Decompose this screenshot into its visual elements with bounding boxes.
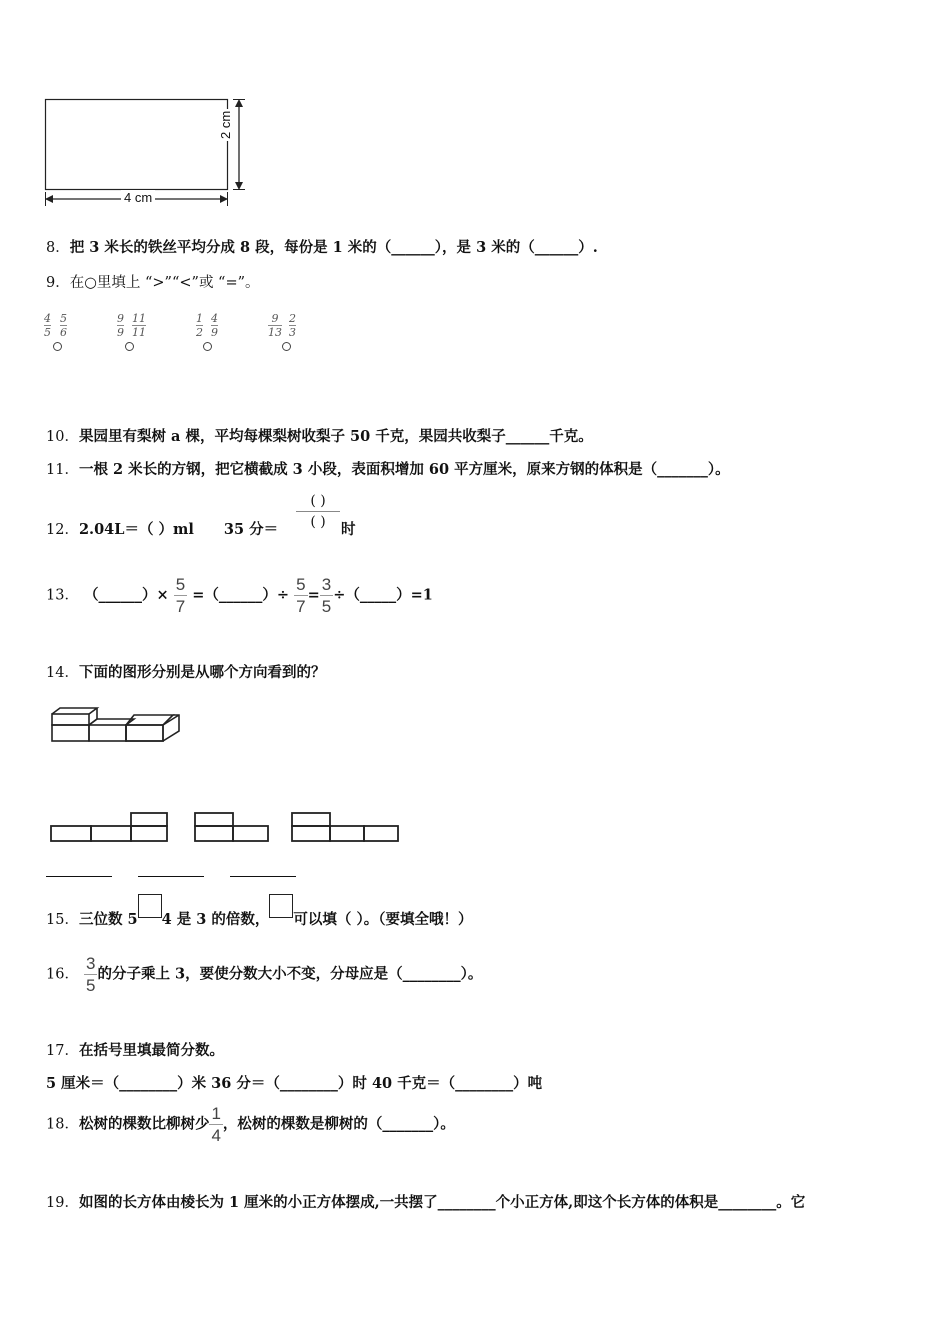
question-part: 时 [341, 521, 356, 538]
question-8 [46, 236, 598, 257]
question-part: 35 分＝ [223, 521, 279, 538]
question-10 [46, 425, 593, 446]
compare-circle[interactable] [125, 342, 134, 351]
question-text: 把 3 米长的铁丝平均分成 8 段，每份是 1 米的（______），是 3 米的（______）. [69, 239, 598, 256]
fraction: $\frac{1}{4}$ [211, 1104, 221, 1145]
fraction: 4 9 [211, 312, 218, 339]
fraction: 9 13 [268, 312, 282, 339]
fraction: $\frac{3}{5}$ [321, 575, 332, 616]
question-14 [46, 661, 325, 682]
height-label: 2 cm [218, 110, 233, 139]
answer-blank[interactable] [138, 876, 204, 877]
fraction-numerator: ( ) [296, 494, 340, 512]
compare-circle[interactable] [53, 342, 62, 351]
question-text: 在○里填上 “>”“<”或 “=”。 [69, 275, 260, 291]
question-number: 17． [46, 1043, 79, 1059]
question-17-line2: 5 厘米＝（________）米 36 分＝（________）时 40 千克＝（________）吨 [46, 1075, 543, 1092]
question-12 [46, 518, 278, 539]
digit-box[interactable] [138, 894, 162, 918]
fraction: $\frac{5}{7}$ [296, 575, 306, 616]
question-part: ÷（_____）=1 [333, 586, 433, 604]
question-number: 8． [46, 240, 70, 256]
fraction-denominator: ( ) [310, 514, 326, 530]
question-number: 18． [46, 1116, 79, 1133]
question-9 [46, 271, 260, 292]
question-text: 下面的图形分别是从哪个方向看到的？ [78, 664, 326, 681]
question-number: 12． [46, 522, 79, 538]
question-part: （______）× [84, 586, 169, 604]
question-part: 松树的棵数比柳树少 [78, 1115, 210, 1133]
compare-circle[interactable] [282, 342, 291, 351]
question-text: 在括号里填最简分数。 [78, 1042, 224, 1059]
width-label: 4 cm [121, 190, 155, 205]
question-text: 一根 2 米长的方钢，把它横截成 3 小段，表面积增加 60 平方厘米，原来方钢的体积是（_______）。 [78, 461, 730, 478]
view-figure-3 [288, 810, 403, 846]
question-11 [46, 458, 730, 479]
question-number: 14． [46, 665, 79, 681]
fraction-blank[interactable] [296, 494, 340, 529]
fraction: $\frac{3}{5}$ [86, 954, 96, 995]
question-13 [46, 576, 433, 615]
question-part: ，松树的棵数是柳树的（_______）。 [222, 1115, 455, 1133]
digit-box[interactable] [269, 894, 293, 918]
question-text: 如图的长方体由棱长为 1 厘米的小正方体摆成,一共摆了________个小正方体,即这个长方体的体积是________。它 [78, 1194, 806, 1211]
question-part: = [307, 586, 320, 604]
question-text: 果园里有梨树 a 棵，平均每棵梨树收梨子 50 千克，果园共收梨子______千克。 [78, 428, 593, 445]
fraction: 5 6 [60, 312, 67, 339]
question-part: =（______）÷ [192, 586, 290, 604]
question-part: 4 是 3 的倍数， [161, 911, 270, 928]
fraction: $\frac{5}{7}$ [175, 575, 186, 616]
fraction: 1 2 [196, 312, 203, 339]
question-16 [46, 955, 482, 994]
answer-blank[interactable] [46, 876, 112, 877]
question-number: 11． [46, 462, 79, 478]
question-19 [46, 1191, 805, 1212]
fraction: 9 9 [117, 312, 124, 339]
question-number: 19． [46, 1195, 79, 1211]
question-number: 16． [46, 966, 79, 983]
fraction: 11 11 [132, 312, 146, 339]
question-part: 可以填（ ）。（要填全哦！） [293, 911, 473, 928]
question-number: 13． [46, 587, 79, 604]
cube-stack-figure [48, 705, 193, 745]
answer-blank[interactable] [230, 876, 296, 877]
question-part: 2.04L＝（ ）ml [78, 521, 194, 538]
question-number: 10． [46, 429, 79, 445]
question-number: 15． [46, 912, 79, 928]
question-18 [46, 1105, 455, 1144]
fraction: 2 3 [289, 312, 296, 339]
fraction: 4 5 [44, 312, 51, 339]
view-figure-1 [48, 810, 173, 846]
view-figure-2 [190, 810, 272, 846]
compare-circle[interactable] [203, 342, 212, 351]
question-number: 9． [46, 275, 70, 291]
question-text: 的分子乘上 3，要使分数大小不变，分母应是（________）。 [97, 965, 483, 983]
question-part: 三位数 5 [78, 911, 138, 928]
question-17 [46, 1039, 224, 1060]
question-15 [46, 908, 472, 932]
